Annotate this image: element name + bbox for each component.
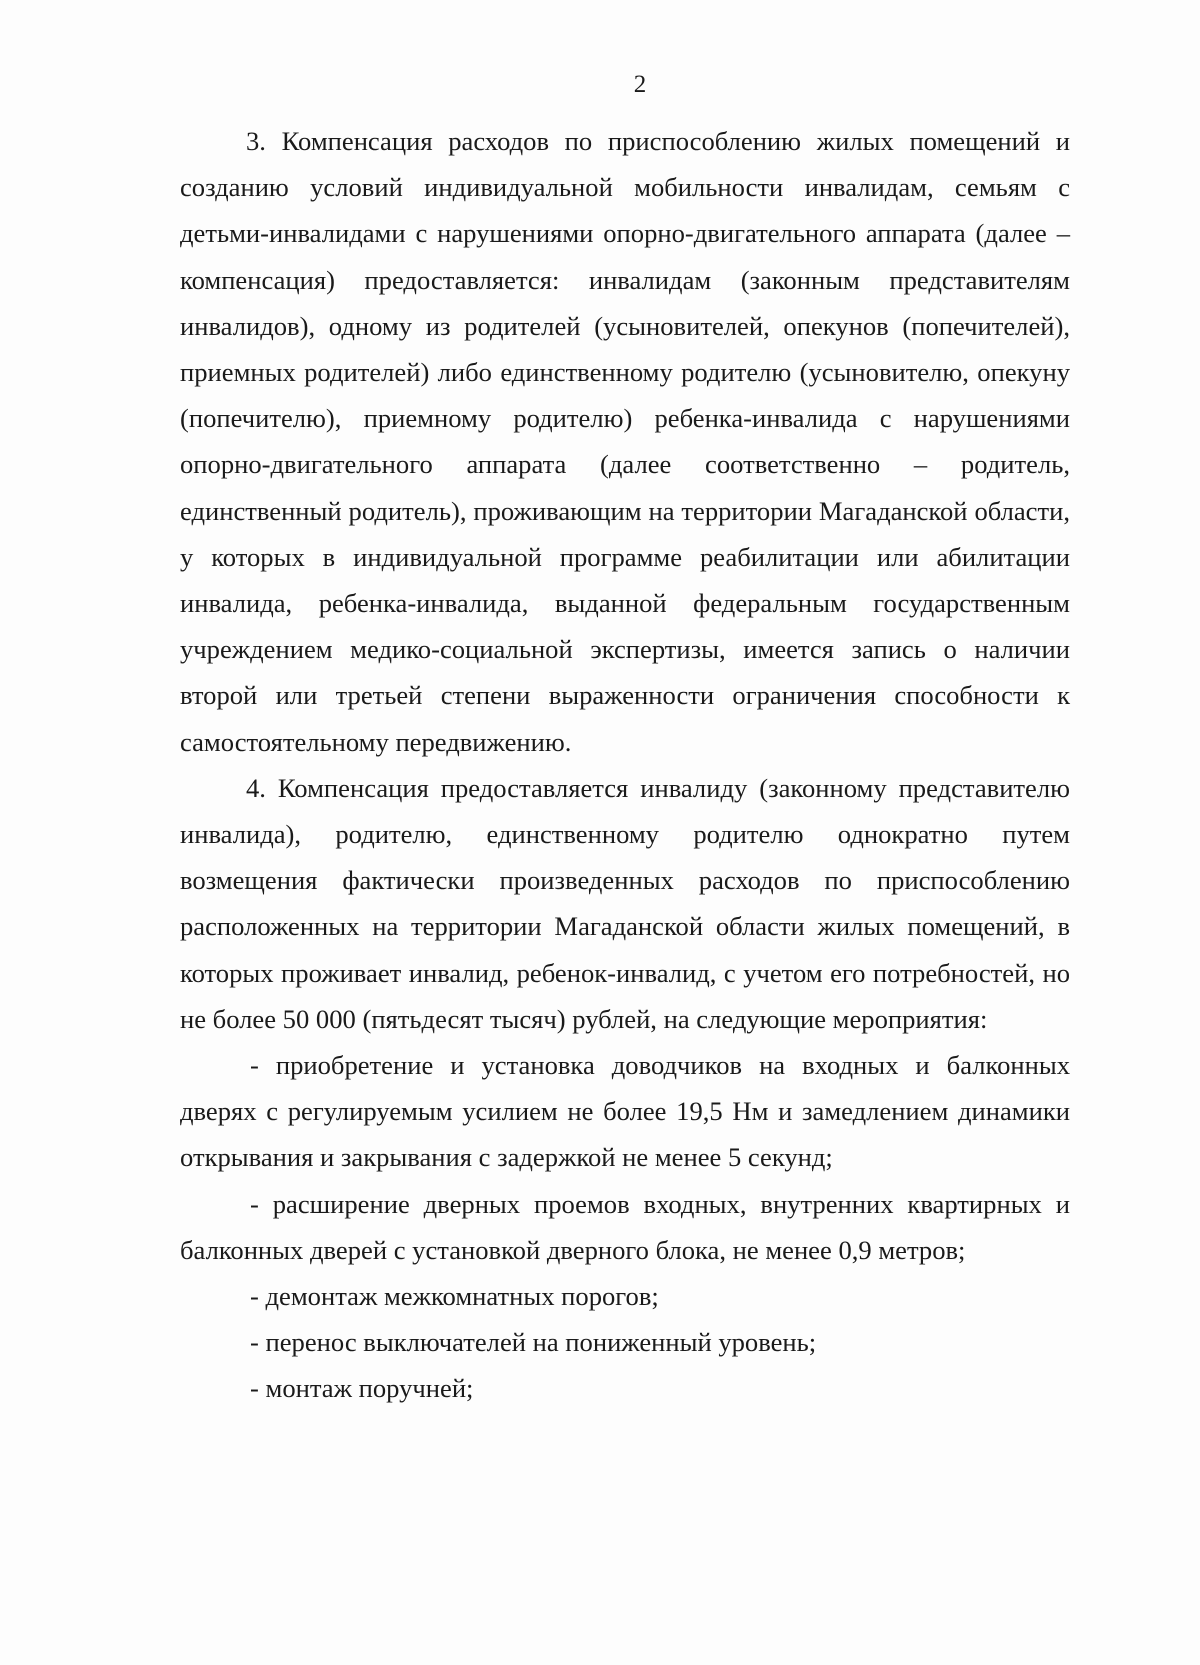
list-item-threshold-removal: - демонтаж межкомнатных порогов; <box>250 1281 659 1312</box>
paragraph-4: 4. Компенсация предоставляется инвалиду (законному представителю инвалида), родителю, единственному родителю однократно путем возмещения фактически произведенных расходов по приспособлению расположенных на территории Магаданской области жилых помещений, в которых проживает инвалид, ребенок-инвалид, с учетом его потребностей, но не более 50 000 (пятьдесят тысяч) рублей, на следующие мероприятия: <box>180 772 1070 1034</box>
document-body <box>180 118 1070 1412</box>
page-number: 2 <box>633 71 647 98</box>
paragraph-3: 3. Компенсация расходов по приспособлению жилых помещений и созданию условий индивидуальной мобильности инвалидам, семьям с детьми-инвалидами с нарушениями опорно-двигательного аппарата (далее – компенсация) предоставляется: инвалидам (законным представителям инвалидов), одному из родителей (усыновителей, опекунов (попечителей), приемных родителей) либо единственному родителю (усыновителю, опекуну (попечителю), приемному родителю) ребенка-инвалида с нарушениями опорно-двигательного аппарата (далее соответственно – родитель, единственный родитель), проживающим на территории Магаданской области, у которых в индивидуальной программе реабилитации или абилитации инвалида, ребенка-инвалида, выданной федеральным государственным учреждением медико-социальной экспертизы, имеется запись о наличии второй или третьей степени выраженности ограничения способности к самостоятельному передвижению. <box>180 126 1070 757</box>
list-item-handrails: - монтаж поручней; <box>250 1373 474 1404</box>
list-item-switch-relocation: - перенос выключателей на пониженный уровень; <box>250 1327 817 1358</box>
list-item-door-closers: - приобретение и установка доводчиков на входных и балконных дверях с регулируемым усилием не более 19,5 Нм и замедлением динамики открывания и закрывания с задержкой не менее 5 секунд; <box>180 1050 1070 1173</box>
list-item-doorway-widening: - расширение дверных проемов входных, внутренних квартирных и балконных дверей с установкой дверного блока, не менее 0,9 метров; <box>180 1188 1070 1265</box>
